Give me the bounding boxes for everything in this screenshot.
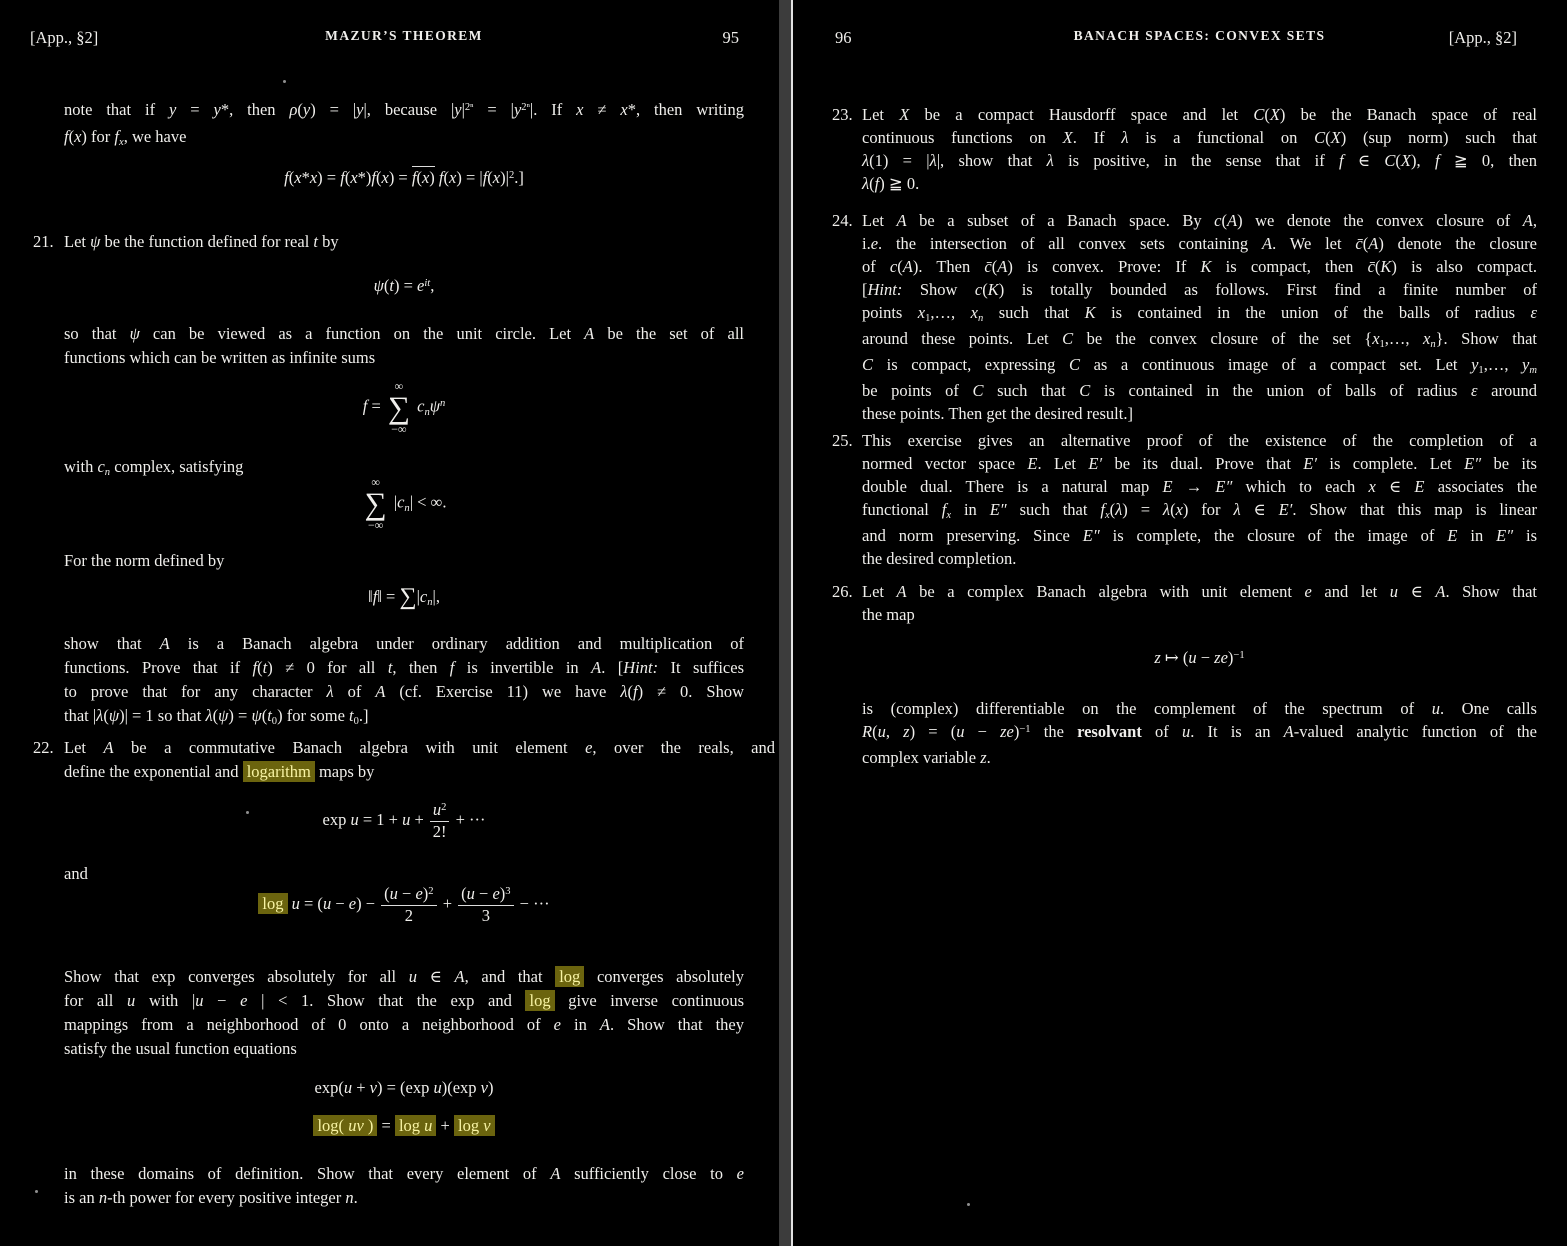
- exercise-25: [832, 429, 1537, 570]
- text-line: and: [64, 864, 88, 883]
- text-line: complex variable z.: [862, 748, 991, 767]
- text-line: This exercise gives an alternative proof of the existence of the completion of a: [862, 431, 1537, 450]
- exercise-number: 25.: [832, 431, 853, 450]
- text-line: double dual. There is a natural map E → E″ which to each x ∈ E associates the: [862, 477, 1538, 496]
- text-line: to prove that for any character λ of A (cf. Exercise 11) we have λ(f) ≠ 0. Show: [64, 682, 745, 701]
- exercise-21-hint: [64, 632, 744, 731]
- text-line: points x1,…, xn such that K is contained in the union of the balls of radius ε: [862, 303, 1537, 324]
- exercise-25-body: [862, 429, 1537, 570]
- text-line: for all u with |u − e | < 1. Show that the exp and log give inverse continuous: [64, 991, 745, 1010]
- header-running-title: MAZUR’S THEOREM: [325, 28, 483, 43]
- equation-norm: ‖f‖ = ∑|cn|,: [368, 584, 440, 610]
- exercise-21-body: [64, 322, 744, 370]
- equation-exp-series: exp u = 1 + u + $\frac{u^2}{2!}$ + ···: [322, 800, 486, 841]
- exercise-26: [832, 580, 1537, 626]
- exercise-22: [33, 736, 775, 784]
- text-line: [Hint: Show c(K) is totally bounded as follows. First find a finite number of: [862, 280, 1538, 299]
- text-line: C is compact, expressing C as a continuous image of a compact set. Let y1,…, ym: [862, 355, 1537, 376]
- text-line: with cn complex, satisfying: [64, 457, 244, 478]
- exercise-number: 24.: [832, 211, 853, 230]
- exercise-number: 22.: [33, 738, 54, 757]
- highlight-mark: log u: [395, 1115, 436, 1136]
- exercise-number: 23.: [832, 105, 853, 124]
- header-section-label: [App., §2]: [30, 28, 99, 47]
- page-number: 96: [835, 28, 852, 47]
- scan-speck: [283, 80, 286, 83]
- exercise-24: [832, 209, 1537, 425]
- text-line: For the norm defined by: [64, 551, 225, 570]
- exercise-21: [33, 230, 775, 254]
- exercise-23: [832, 103, 1537, 195]
- equation-f-series: f = ∞ ∑ −∞ cnψ$^n$: [362, 379, 446, 436]
- page-number: 95: [722, 28, 739, 47]
- exercise-21-intro: [64, 230, 775, 254]
- exercise-number: 26.: [832, 582, 853, 601]
- header-section-label: [App., §2]: [1448, 28, 1517, 47]
- exercise-22-closing: [64, 1162, 744, 1210]
- header-running-title: BANACH SPACES: CONVEX SETS: [1073, 28, 1326, 43]
- exercise-number: 21.: [33, 232, 54, 251]
- text-line: in these domains of definition. Show that every element of A sufficiently close to e: [64, 1164, 744, 1183]
- exercise-23-body: [862, 103, 1537, 195]
- equation-resolvent-map: z ↦ (u − ze)$^{-1}$: [1154, 648, 1245, 667]
- highlight-mark: logarithm: [243, 761, 315, 782]
- text-line: functions which can be written as infinite sums: [64, 348, 376, 367]
- page-95: [0, 0, 779, 1246]
- equation-log-series: log u = (u − e) − $\frac{(u - e)^2}{2}$ + $\frac{(u - e)^3}{3}$ − ···: [64, 884, 744, 926]
- text-line: functions. Prove that if f(t) ≠ 0 for all t, then f is invertible in A. [Hint: It suffices: [64, 658, 744, 677]
- text-line: normed vector space E. Let E′ be its dual. Prove that E′ is complete. Let E″ be its: [862, 454, 1537, 473]
- highlight-mark: log: [525, 990, 554, 1011]
- text-line: define the exponential and logarithm maps by: [64, 762, 375, 781]
- highlight-mark: log( uv ): [313, 1115, 377, 1136]
- equation-sum-cn: ∞ ∑ −∞ |cn| < ∞.: [364, 475, 447, 532]
- text-line: Let A be a complex Banach algebra with unit element e and let u ∈ A. Show that: [862, 582, 1537, 601]
- page-96: [793, 0, 1567, 1246]
- text-line: show that A is a Banach algebra under ordinary addition and multiplication of: [64, 634, 744, 653]
- text-line: that |λ(ψ)| = 1 so that λ(ψ) = ψ(t0) for some t0.]: [64, 706, 369, 727]
- exercise-22-body: [64, 965, 744, 1061]
- text-line: i.e. the intersection of all convex sets containing A. We let c̄(A) denote the closure: [862, 234, 1537, 253]
- exercise-26-intro: [862, 580, 1537, 626]
- page-95-header: [0, 28, 779, 54]
- exercise-26-body-wrap: [832, 697, 1537, 769]
- norm-intro-line: [64, 549, 744, 573]
- highlight-mark: log: [258, 893, 287, 914]
- text-line: is an n-th power for every positive integer n.: [64, 1188, 358, 1207]
- text-line: Show that exp converges absolutely for all u ∈ A, and that log converges absolutely: [64, 967, 744, 986]
- exercise-26-body: [862, 697, 1537, 769]
- text-line: of c(A). Then c̄(A) is convex. Prove: If K is compact, then c̄(K) is also compact.: [862, 257, 1538, 276]
- and-line: [64, 862, 744, 886]
- equation-psi: $\psi(t) = e^{it}$,: [373, 276, 435, 295]
- text-line: functional fx in E″ such that fx(λ) = λ(x) for λ ∈ E′. Show that this map is linear: [862, 500, 1537, 521]
- equation-involution: f(x*x) = f(x*)f(x) = f(x) $f(x) = |f(x)|^2$.]: [284, 168, 524, 187]
- text-line: continuous functions on X. If λ is a functional on C(X) (sup norm) such that: [862, 128, 1537, 147]
- text-line: so that ψ can be viewed as a function on the unit circle. Let A be the set of all: [64, 324, 744, 343]
- text-line: is (complex) differentiable on the complement of the spectrum of u. One calls: [862, 699, 1537, 718]
- text-line: f(x) for fx, we have: [64, 127, 187, 148]
- equation-exp-sum: exp(u + v) = (exp u)(exp v): [314, 1078, 494, 1097]
- exercise-24-body: [862, 209, 1537, 425]
- equation-log-product: log( uv ) = log u + log v: [64, 1116, 744, 1136]
- scan-speck: [967, 1203, 970, 1206]
- text-line: the map: [862, 605, 915, 624]
- scan-speck: [35, 1190, 38, 1193]
- text-line: mappings from a neighborhood of 0 onto a neighborhood of e in A. Show that they: [64, 1015, 745, 1034]
- text-line: satisfy the usual function equations: [64, 1039, 297, 1058]
- text-line: be points of C such that C is contained in the union of balls of radius ε around: [862, 381, 1537, 400]
- text-line: these points. Then get the desired result.]: [862, 404, 1133, 423]
- scan-speck: [246, 811, 249, 814]
- text-line: and norm preserving. Since E″ is complete, the closure of the image of E in E″ is: [862, 526, 1537, 545]
- text-line: Let ψ be the function defined for real t by: [64, 232, 339, 251]
- text-line: R(u, z) = (u − ze)$^{-1}$ the resolvant of u. It is an A-valued analytic function of the: [862, 722, 1537, 741]
- highlight-mark: log: [555, 966, 584, 987]
- intro-paragraph: [64, 98, 744, 152]
- text-line: λ(1) = |λ|, show that λ is positive, in the sense that if f ∈ C(X), f ≧ 0, then: [862, 151, 1538, 170]
- text-line: Let X be a compact Hausdorff space and let C(X) be the Banach space of real: [862, 105, 1537, 124]
- text-line: λ(f) ≧ 0.: [862, 174, 920, 193]
- text-line: Let A be a subset of a Banach space. By c(A) we denote the convex closure of A,: [862, 211, 1537, 230]
- text-line: note that if y = y*, then ρ(y) = |y|, because $|y|^{2^n} = |y^{2^n}|$. If x ≠ x*, then writing: [64, 100, 745, 119]
- text-line: Let A be a commutative Banach algebra with unit element e, over the reals, and: [64, 738, 775, 757]
- page-gutter-bar: [779, 0, 791, 1246]
- exercise-22-intro: [64, 736, 775, 784]
- page-96-header: [793, 28, 1567, 54]
- highlight-mark: log v: [454, 1115, 495, 1136]
- text-line: around these points. Let C be the convex closure of the set {x1,…, xn}. Show that: [862, 329, 1537, 350]
- text-line: the desired completion.: [862, 549, 1017, 568]
